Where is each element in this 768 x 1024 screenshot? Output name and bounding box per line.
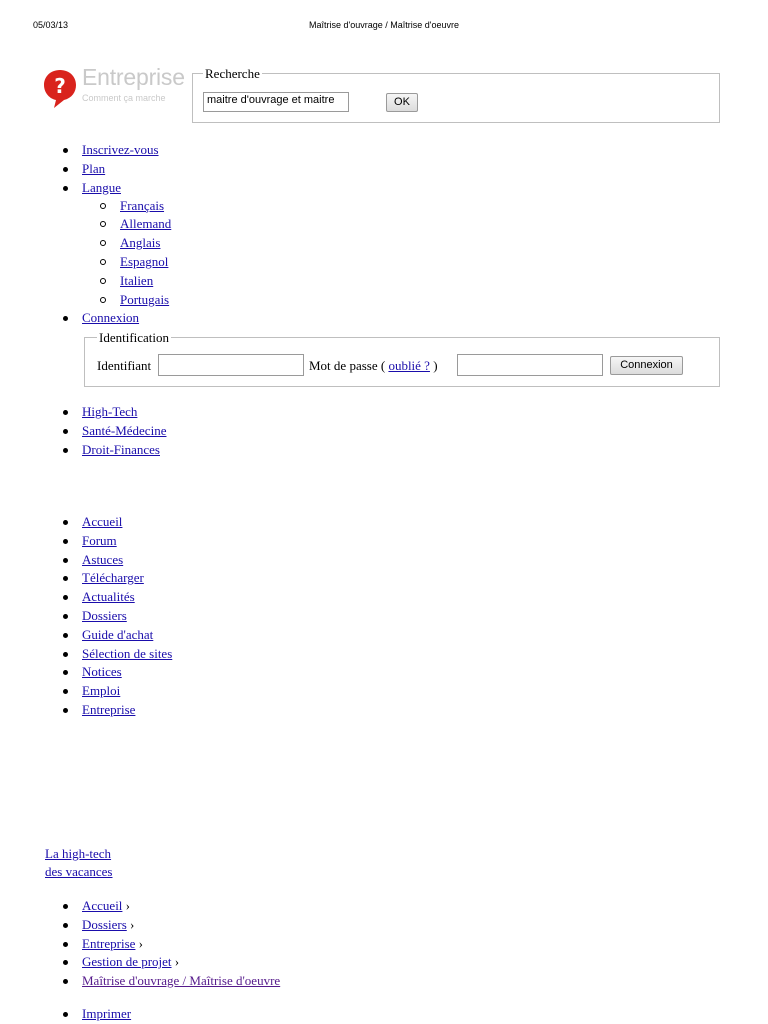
link-forum[interactable]: Forum: [82, 532, 117, 548]
bullet: [63, 539, 68, 544]
page-actions: [42, 1005, 131, 1024]
language-item: [42, 197, 171, 216]
link-inscrivez-vous[interactable]: Inscrivez-vous: [82, 142, 159, 157]
bullet: [63, 448, 68, 453]
section-item: [42, 663, 172, 682]
link-dossiers[interactable]: Dossiers: [82, 607, 127, 623]
bullet: [63, 595, 68, 600]
section-item: [42, 532, 172, 551]
print-page-title: Maîtrise d'ouvrage / Maîtrise d'oeuvre: [308, 20, 459, 30]
search-legend: Recherche: [205, 66, 260, 81]
link-accueil[interactable]: Accueil: [82, 514, 123, 529]
link-langue[interactable]: Langue: [82, 179, 121, 195]
link-allemand[interactable]: Allemand: [120, 216, 172, 232]
link-sante-medecine[interactable]: Santé-Médecine: [82, 422, 167, 438]
logo-wordmark: Entreprise: [82, 64, 185, 90]
section-item: [42, 645, 172, 664]
password-input[interactable]: [457, 354, 603, 376]
menu-item-plan: [42, 160, 171, 179]
bullet: [63, 186, 68, 191]
section-item: [42, 588, 172, 607]
bullet: [63, 652, 68, 657]
bullet: [63, 520, 68, 525]
link-espagnol[interactable]: Espagnol: [120, 253, 169, 269]
breadcrumb-item: [42, 972, 280, 991]
bullet: [63, 942, 68, 947]
site-logo[interactable]: [42, 66, 192, 114]
bullet: [100, 278, 106, 284]
login-legend: Identification: [99, 330, 170, 345]
bullet: [63, 614, 68, 619]
bullet: [100, 259, 106, 265]
password-label-text: Mot de passe (: [309, 358, 386, 373]
link-anglais[interactable]: Anglais: [120, 235, 161, 251]
bullet: [63, 979, 68, 984]
section-item: [42, 607, 172, 626]
menu-item-connexion: [42, 309, 171, 328]
bullet: [63, 904, 68, 909]
language-item: [42, 234, 171, 253]
section-item: [42, 682, 172, 701]
bullet: [63, 148, 68, 153]
breadcrumb-dossiers[interactable]: Dossiers: [82, 916, 127, 932]
action-item: [42, 1005, 131, 1024]
language-item: [42, 291, 171, 310]
bullet: [100, 297, 106, 303]
breadcrumb-item: [42, 897, 280, 916]
link-droit-finances[interactable]: Droit-Finances: [82, 441, 160, 457]
menu-item-inscrivez-vous: [42, 141, 171, 160]
link-selection-sites[interactable]: Sélection de sites: [82, 645, 173, 661]
site-item: [42, 441, 166, 460]
bullet: [63, 410, 68, 415]
identifiant-input[interactable]: [158, 354, 304, 376]
breadcrumb-item: [42, 916, 280, 935]
bullet: [63, 923, 68, 928]
breadcrumb-current-page[interactable]: Maîtrise d'ouvrage / Maîtrise d'oeuvre: [82, 973, 281, 989]
breadcrumb-gestion-projet[interactable]: Gestion de projet: [82, 954, 172, 970]
link-francais[interactable]: Français: [120, 197, 165, 213]
promo-link[interactable]: [45, 846, 113, 879]
bullet: [63, 429, 68, 434]
breadcrumb-entreprise[interactable]: Entreprise: [82, 935, 136, 951]
breadcrumb-item: [42, 953, 280, 972]
sections-menu: [42, 513, 172, 720]
sites-menu: [42, 403, 166, 459]
link-entreprise[interactable]: Entreprise: [82, 701, 136, 717]
password-label-close: ): [433, 358, 438, 373]
login-submit-button[interactable]: Connexion: [610, 356, 683, 375]
breadcrumb-separator: ›: [130, 916, 135, 932]
breadcrumb-separator: ›: [138, 935, 144, 951]
bullet: [63, 558, 68, 563]
bullet: [63, 689, 68, 694]
section-item: [42, 551, 172, 570]
link-connexion[interactable]: Connexion: [82, 310, 140, 326]
bullet: [100, 203, 106, 209]
link-portugais[interactable]: Portugais: [120, 291, 170, 307]
link-guide-achat[interactable]: Guide d'achat: [82, 626, 154, 642]
breadcrumb-separator: ›: [125, 898, 131, 913]
svg-text:?: ?: [54, 74, 66, 98]
breadcrumb-item: [42, 935, 280, 954]
language-item: [42, 272, 171, 291]
print-date: 05/03/13: [33, 20, 69, 30]
menu-item-langue: [42, 179, 171, 310]
promo-block: [45, 845, 113, 881]
language-list: [42, 197, 171, 310]
breadcrumb-accueil[interactable]: Accueil: [82, 898, 123, 913]
section-item: [42, 701, 172, 720]
link-actualites[interactable]: Actualités: [82, 589, 135, 605]
language-item: [42, 215, 171, 234]
logo-tagline: Comment ça marche: [82, 93, 166, 103]
forgot-password-link[interactable]: oublié ?: [388, 358, 430, 373]
breadcrumb-separator: ›: [174, 954, 180, 970]
link-high-tech[interactable]: High-Tech: [82, 404, 138, 419]
bullet: [100, 240, 106, 246]
print-link[interactable]: Imprimer: [82, 1006, 132, 1021]
section-item: [42, 626, 172, 645]
top-menu: [42, 141, 171, 328]
bullet: [63, 167, 68, 172]
site-item: [42, 403, 166, 422]
site-item: [42, 422, 166, 441]
search-ok-button[interactable]: OK: [386, 93, 418, 112]
link-emploi[interactable]: Emploi: [82, 683, 121, 699]
identifiant-label: Identifiant: [97, 358, 152, 373]
password-label: [309, 358, 438, 374]
language-item: [42, 253, 171, 272]
link-plan[interactable]: Plan: [82, 160, 106, 176]
login-fieldset: [84, 330, 720, 387]
link-notices[interactable]: Notices: [82, 664, 122, 680]
link-astuces[interactable]: Astuces: [82, 551, 124, 567]
breadcrumb: [42, 897, 280, 991]
link-italien[interactable]: Italien: [120, 272, 154, 288]
bullet: [63, 633, 68, 638]
bullet: [63, 960, 68, 965]
bullet: [63, 316, 68, 321]
question-bubble-icon: [42, 68, 78, 110]
print-header: [33, 20, 735, 34]
search-input[interactable]: maitre d'ouvrage et maitre: [203, 92, 349, 112]
bullet: [100, 221, 106, 227]
bullet: [63, 576, 68, 581]
search-fieldset: [192, 66, 720, 123]
section-item: [42, 513, 172, 532]
section-item: [42, 569, 172, 588]
bullet: [63, 708, 68, 713]
bullet: [63, 1012, 68, 1017]
promo-line-2: des vacances: [45, 864, 113, 879]
link-telecharger[interactable]: Télécharger: [82, 570, 144, 586]
bullet: [63, 670, 68, 675]
promo-line-1: La high-tech: [45, 846, 112, 861]
